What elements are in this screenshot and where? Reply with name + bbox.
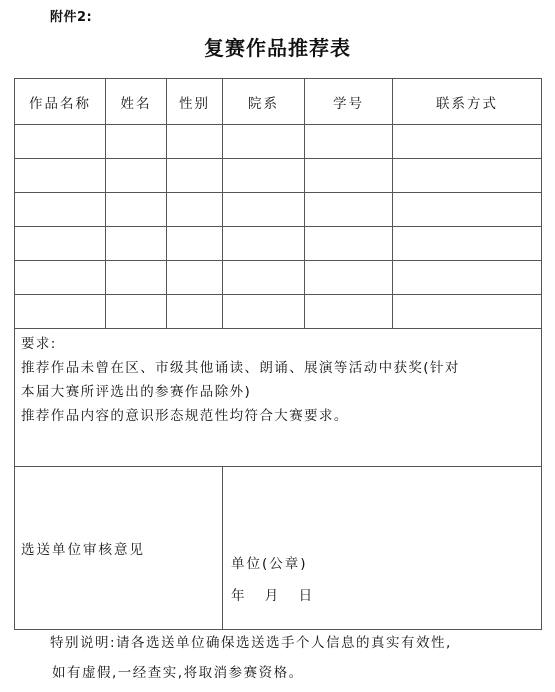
table-cell[interactable] bbox=[305, 193, 393, 227]
table-cell[interactable] bbox=[223, 159, 305, 193]
table-row bbox=[15, 125, 542, 159]
table-cell[interactable] bbox=[223, 261, 305, 295]
requirements-line: 推荐作品内容的意识形态规范性均符合大赛要求。 bbox=[21, 408, 349, 424]
table-cell[interactable] bbox=[106, 159, 167, 193]
page-title: 复赛作品推荐表 bbox=[204, 36, 351, 60]
table-cell[interactable] bbox=[393, 227, 542, 261]
table-cell[interactable] bbox=[393, 193, 542, 227]
table-cell[interactable] bbox=[305, 125, 393, 159]
table-cell[interactable] bbox=[15, 295, 106, 329]
column-header-department: 院系 bbox=[223, 79, 305, 125]
review-date-label: 年 月 日 bbox=[231, 588, 315, 604]
table-cell[interactable] bbox=[167, 261, 223, 295]
column-header-student-id: 学号 bbox=[305, 79, 393, 125]
table-row bbox=[15, 261, 542, 295]
attachment-label: 附件2: bbox=[50, 10, 93, 25]
table-cell[interactable] bbox=[393, 125, 542, 159]
requirements-line: 本届大赛所评选出的参赛作品除外) bbox=[21, 384, 252, 400]
column-header-gender: 性别 bbox=[167, 79, 223, 125]
table-cell[interactable] bbox=[223, 193, 305, 227]
special-note-line: 特别说明:请各选送单位确保选送选手个人信息的真实有效性, bbox=[50, 635, 452, 651]
table-cell[interactable] bbox=[15, 227, 106, 261]
table-cell[interactable] bbox=[167, 193, 223, 227]
table-cell[interactable] bbox=[305, 159, 393, 193]
table-cell[interactable] bbox=[167, 125, 223, 159]
table-cell[interactable] bbox=[305, 227, 393, 261]
column-header-work-name: 作品名称 bbox=[15, 79, 106, 125]
table-cell[interactable] bbox=[305, 295, 393, 329]
table-cell[interactable] bbox=[223, 227, 305, 261]
table-cell[interactable] bbox=[223, 125, 305, 159]
table-row bbox=[15, 227, 542, 261]
table-cell[interactable] bbox=[393, 295, 542, 329]
table-cell[interactable] bbox=[167, 295, 223, 329]
recommendation-table bbox=[14, 78, 542, 630]
table-row bbox=[15, 193, 542, 227]
table-cell[interactable] bbox=[106, 193, 167, 227]
review-opinion-label: 选送单位审核意见 bbox=[15, 467, 223, 630]
table-cell[interactable] bbox=[393, 159, 542, 193]
table-cell[interactable] bbox=[167, 227, 223, 261]
review-signature-area[interactable] bbox=[223, 467, 542, 630]
requirements-line: 推荐作品未曾在区、市级其他诵读、朗诵、展演等活动中获奖(针对 bbox=[21, 360, 460, 376]
table-cell[interactable] bbox=[106, 261, 167, 295]
table-cell[interactable] bbox=[15, 193, 106, 227]
review-row bbox=[15, 467, 542, 630]
table-cell[interactable] bbox=[393, 261, 542, 295]
special-note-line: 如有虚假,一经查实,将取消参赛资格。 bbox=[52, 665, 304, 681]
column-header-contact: 联系方式 bbox=[393, 79, 542, 125]
table-row bbox=[15, 295, 542, 329]
table-cell[interactable] bbox=[15, 261, 106, 295]
requirements-row bbox=[15, 329, 542, 467]
table-header-row bbox=[15, 79, 542, 125]
requirements-section bbox=[15, 329, 542, 467]
table-cell[interactable] bbox=[106, 227, 167, 261]
table-cell[interactable] bbox=[15, 159, 106, 193]
special-note bbox=[50, 628, 530, 688]
column-header-name: 姓名 bbox=[106, 79, 167, 125]
requirements-heading: 要求: bbox=[21, 336, 57, 352]
table-cell[interactable] bbox=[106, 125, 167, 159]
table-cell[interactable] bbox=[223, 295, 305, 329]
table-cell[interactable] bbox=[15, 125, 106, 159]
unit-seal-label: 单位(公章) bbox=[231, 556, 308, 572]
table-cell[interactable] bbox=[305, 261, 393, 295]
table-cell[interactable] bbox=[167, 159, 223, 193]
table-cell[interactable] bbox=[106, 295, 167, 329]
table-row bbox=[15, 159, 542, 193]
